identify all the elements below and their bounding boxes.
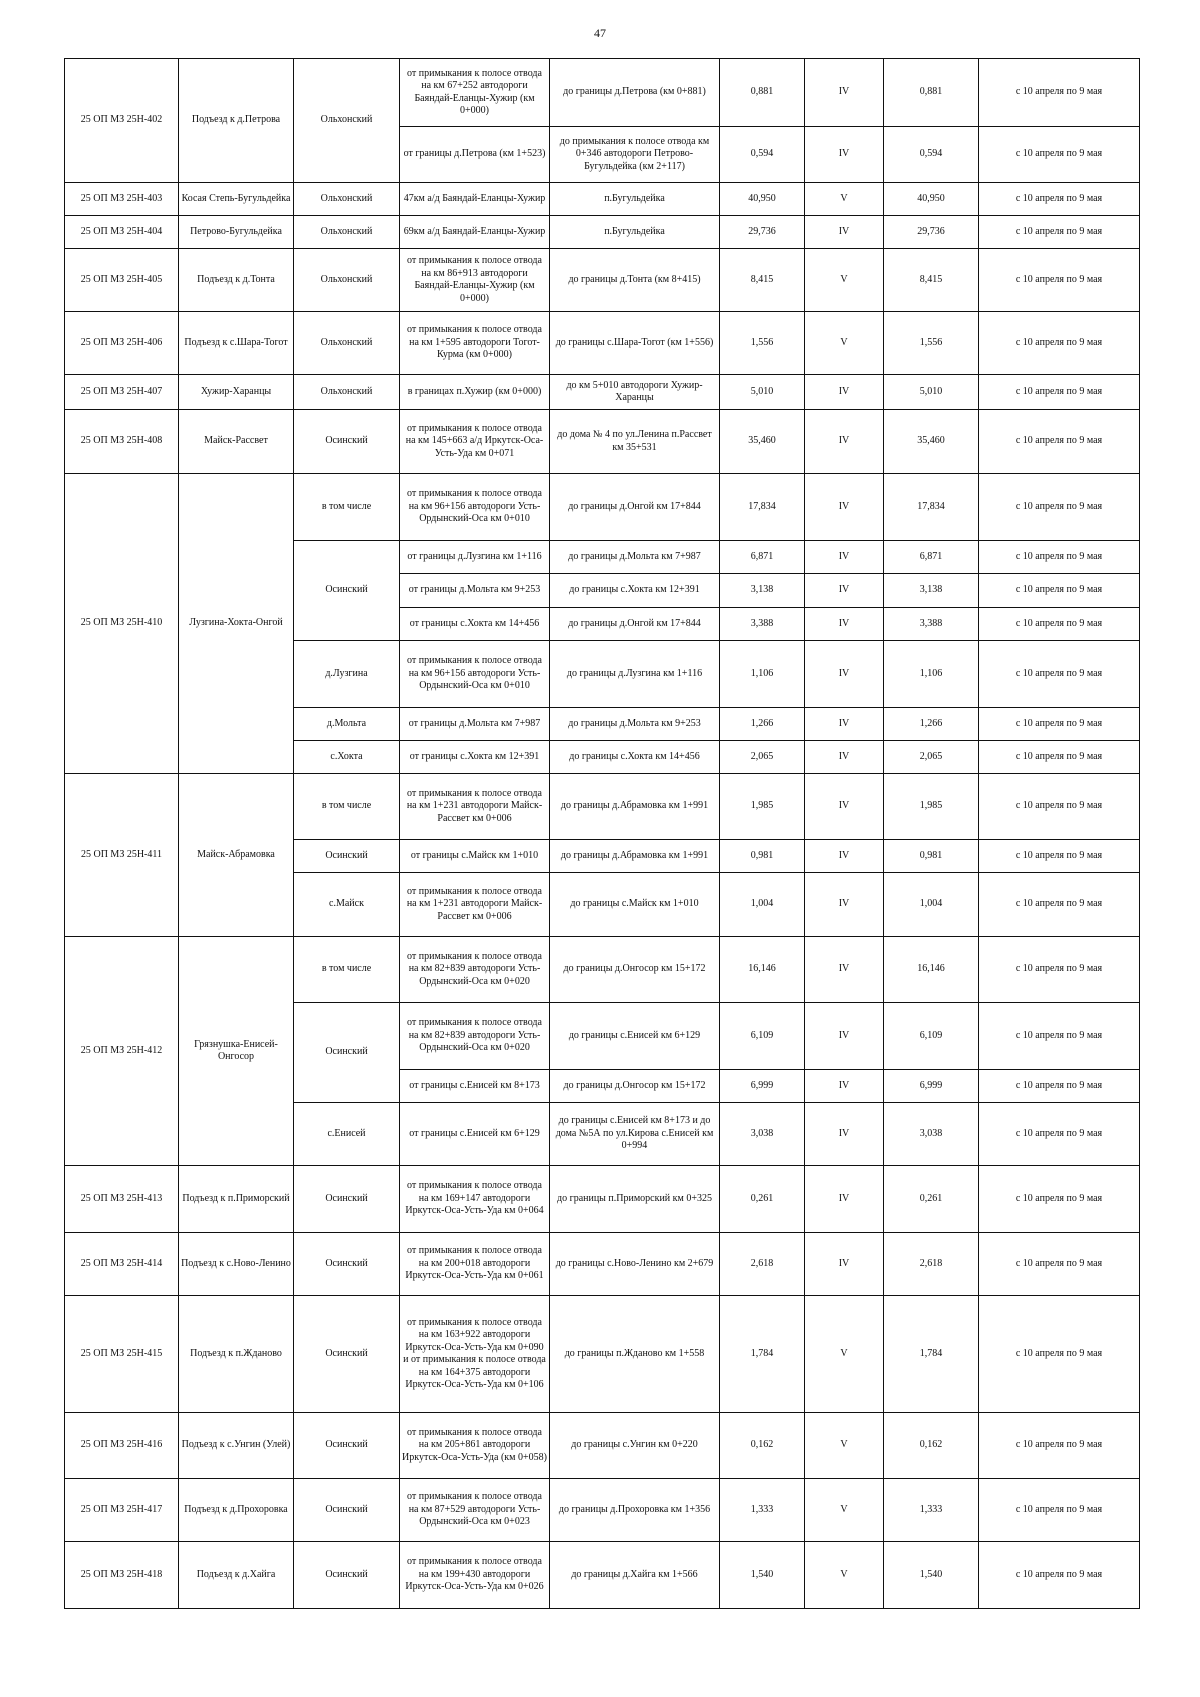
road-code: 25 ОП МЗ 25Н-404 bbox=[65, 216, 179, 249]
length-total: 17,834 bbox=[884, 474, 979, 541]
road-code: 25 ОП МЗ 25Н-412 bbox=[65, 937, 179, 1166]
table-row bbox=[65, 937, 1140, 1003]
roads-table bbox=[64, 58, 1140, 1609]
length-total: 6,109 bbox=[884, 1003, 979, 1070]
district: Осинский bbox=[294, 1296, 400, 1413]
segment-from: от примыкания к полосе отвода на км 67+252 автодороги Баяндай-Еланцы-Хужир (км 0+000) bbox=[400, 59, 550, 127]
period: с 10 апреля по 9 мая bbox=[979, 1103, 1140, 1166]
segment-from: от примыкания к полосе отвода на км 82+839 автодороги Усть-Ордынский-Оса км 0+020 bbox=[400, 1003, 550, 1070]
category: IV bbox=[805, 708, 884, 741]
length: 0,261 bbox=[720, 1166, 805, 1233]
period: с 10 апреля по 9 мая bbox=[979, 840, 1140, 873]
category: IV bbox=[805, 59, 884, 127]
category: V bbox=[805, 183, 884, 216]
segment-to: до границы д.Мольта км 7+987 bbox=[550, 541, 720, 574]
segment-to: п.Бугульдейка bbox=[550, 183, 720, 216]
length: 1,784 bbox=[720, 1296, 805, 1413]
length: 1,556 bbox=[720, 312, 805, 375]
segment-from: от примыкания к полосе отвода на км 199+430 автодороги Иркутск-Оса-Усть-Уда км 0+026 bbox=[400, 1542, 550, 1609]
segment-to: до границы с.Хокта км 14+456 bbox=[550, 741, 720, 774]
category: IV bbox=[805, 474, 884, 541]
segment-to: до границы с.Шара-Тогот (км 1+556) bbox=[550, 312, 720, 375]
period: с 10 апреля по 9 мая bbox=[979, 1413, 1140, 1479]
segment-from: от примыкания к полосе отвода на км 145+663 а/д Иркутск-Оса-Усть-Уда км 0+071 bbox=[400, 410, 550, 474]
period: с 10 апреля по 9 мая bbox=[979, 574, 1140, 608]
length: 1,266 bbox=[720, 708, 805, 741]
length: 6,109 bbox=[720, 1003, 805, 1070]
road-name: Подъезд к п.Жданово bbox=[179, 1296, 294, 1413]
length-total: 1,540 bbox=[884, 1542, 979, 1609]
segment-from: от примыкания к полосе отвода на км 200+018 автодороги Иркутск-Оса-Усть-Уда км 0+061 bbox=[400, 1233, 550, 1296]
period: с 10 апреля по 9 мая bbox=[979, 312, 1140, 375]
period: с 10 апреля по 9 мая bbox=[979, 249, 1140, 312]
length-total: 0,261 bbox=[884, 1166, 979, 1233]
length-total: 35,460 bbox=[884, 410, 979, 474]
segment-from: от границы с.Енисей км 8+173 bbox=[400, 1070, 550, 1103]
road-name: Подъезд к с.Унгин (Улей) bbox=[179, 1413, 294, 1479]
period: с 10 апреля по 9 мая bbox=[979, 59, 1140, 127]
district: Ольхонский bbox=[294, 59, 400, 183]
table-row bbox=[65, 249, 1140, 312]
district: Осинский bbox=[294, 1166, 400, 1233]
table-row bbox=[65, 1233, 1140, 1296]
road-name: Хужир-Харанцы bbox=[179, 375, 294, 410]
category: IV bbox=[805, 1003, 884, 1070]
segment-from: от примыкания к полосе отвода на км 169+147 автодороги Иркутск-Оса-Усть-Уда км 0+064 bbox=[400, 1166, 550, 1233]
category: V bbox=[805, 1413, 884, 1479]
segment-to: до границы с.Унгин км 0+220 bbox=[550, 1413, 720, 1479]
category: IV bbox=[805, 1103, 884, 1166]
page-number: 47 bbox=[594, 26, 606, 40]
period: с 10 апреля по 9 мая bbox=[979, 937, 1140, 1003]
segment-from: в границах п.Хужир (км 0+000) bbox=[400, 375, 550, 410]
category: IV bbox=[805, 741, 884, 774]
length-total: 1,106 bbox=[884, 641, 979, 708]
segment-to: до границы д.Абрамовка км 1+991 bbox=[550, 840, 720, 873]
length: 3,388 bbox=[720, 608, 805, 641]
category: V bbox=[805, 1296, 884, 1413]
length-total: 1,004 bbox=[884, 873, 979, 937]
period: с 10 апреля по 9 мая bbox=[979, 410, 1140, 474]
category: IV bbox=[805, 410, 884, 474]
road-name: Подъезд к д.Тонта bbox=[179, 249, 294, 312]
length: 0,594 bbox=[720, 127, 805, 183]
segment-from: от примыкания к полосе отвода на км 87+529 автодороги Усть-Ордынский-Оса км 0+023 bbox=[400, 1479, 550, 1542]
district: Ольхонский bbox=[294, 312, 400, 375]
length: 3,138 bbox=[720, 574, 805, 608]
district: Осинский bbox=[294, 1479, 400, 1542]
road-name: Майск-Абрамовка bbox=[179, 774, 294, 937]
table-row bbox=[65, 1296, 1140, 1413]
category: IV bbox=[805, 375, 884, 410]
period: с 10 апреля по 9 мая bbox=[979, 541, 1140, 574]
road-code: 25 ОП МЗ 25Н-417 bbox=[65, 1479, 179, 1542]
road-code: 25 ОП МЗ 25Н-403 bbox=[65, 183, 179, 216]
period: с 10 апреля по 9 мая bbox=[979, 1296, 1140, 1413]
length: 2,065 bbox=[720, 741, 805, 774]
road-code: 25 ОП МЗ 25Н-405 bbox=[65, 249, 179, 312]
length: 5,010 bbox=[720, 375, 805, 410]
length-total: 1,784 bbox=[884, 1296, 979, 1413]
length: 8,415 bbox=[720, 249, 805, 312]
category: IV bbox=[805, 1166, 884, 1233]
segment-from: от границы с.Хокта км 12+391 bbox=[400, 741, 550, 774]
category: V bbox=[805, 312, 884, 375]
segment-to: до границы с.Енисей км 6+129 bbox=[550, 1003, 720, 1070]
period: с 10 апреля по 9 мая bbox=[979, 1233, 1140, 1296]
district: Осинский bbox=[294, 1542, 400, 1609]
segment-from: от примыкания к полосе отвода на км 96+156 автодороги Усть-Ордынский-Оса км 0+010 bbox=[400, 641, 550, 708]
road-name: Майск-Рассвет bbox=[179, 410, 294, 474]
segment-from: от границы д.Петрова (км 1+523) bbox=[400, 127, 550, 183]
segment-to: до границы д.Онгосор км 15+172 bbox=[550, 937, 720, 1003]
segment-from: от примыкания к полосе отвода на км 82+839 автодороги Усть-Ордынский-Оса км 0+020 bbox=[400, 937, 550, 1003]
category: IV bbox=[805, 216, 884, 249]
length-total: 2,065 bbox=[884, 741, 979, 774]
period: с 10 апреля по 9 мая bbox=[979, 183, 1140, 216]
length: 6,871 bbox=[720, 541, 805, 574]
district: с.Майск bbox=[294, 873, 400, 937]
road-code: 25 ОП МЗ 25Н-416 bbox=[65, 1413, 179, 1479]
district: Ольхонский bbox=[294, 375, 400, 410]
length: 16,146 bbox=[720, 937, 805, 1003]
segment-to: до границы с.Хокта км 12+391 bbox=[550, 574, 720, 608]
period: с 10 апреля по 9 мая bbox=[979, 1003, 1140, 1070]
segment-from: от примыкания к полосе отвода на км 86+913 автодороги Баяндай-Еланцы-Хужир (км 0+000) bbox=[400, 249, 550, 312]
road-name: Грязнушка-Енисей-Онгосор bbox=[179, 937, 294, 1166]
category: V bbox=[805, 1542, 884, 1609]
table-row bbox=[65, 59, 1140, 127]
district: в том числе bbox=[294, 774, 400, 840]
road-name: Петрово-Бугульдейка bbox=[179, 216, 294, 249]
category: IV bbox=[805, 541, 884, 574]
road-name: Лузгина-Хокта-Онгой bbox=[179, 474, 294, 774]
period: с 10 апреля по 9 мая bbox=[979, 127, 1140, 183]
segment-to: до примыкания к полосе отвода км 0+346 автодороги Петрово-Бугульдейка (км 2+117) bbox=[550, 127, 720, 183]
period: с 10 апреля по 9 мая bbox=[979, 474, 1140, 541]
category: IV bbox=[805, 641, 884, 708]
category: IV bbox=[805, 608, 884, 641]
segment-from: от границы д.Лузгина км 1+116 bbox=[400, 541, 550, 574]
length-total: 1,556 bbox=[884, 312, 979, 375]
road-name: Подъезд к с.Ново-Ленино bbox=[179, 1233, 294, 1296]
length-total: 6,999 bbox=[884, 1070, 979, 1103]
segment-to: п.Бугульдейка bbox=[550, 216, 720, 249]
period: с 10 апреля по 9 мая bbox=[979, 216, 1140, 249]
district: в том числе bbox=[294, 474, 400, 541]
segment-from: от примыкания к полосе отвода на км 205+861 автодороги Иркутск-Оса-Усть-Уда (км 0+058) bbox=[400, 1413, 550, 1479]
segment-from: от границы с.Енисей км 6+129 bbox=[400, 1103, 550, 1166]
road-name: Подъезд к д.Прохоровка bbox=[179, 1479, 294, 1542]
table-row bbox=[65, 1166, 1140, 1233]
district: Ольхонский bbox=[294, 183, 400, 216]
length-total: 1,333 bbox=[884, 1479, 979, 1542]
length: 1,106 bbox=[720, 641, 805, 708]
segment-to: до границы с.Ново-Ленино км 2+679 bbox=[550, 1233, 720, 1296]
segment-to: до границы д.Онгой км 17+844 bbox=[550, 608, 720, 641]
length: 1,004 bbox=[720, 873, 805, 937]
segment-from: от границы д.Мольта км 7+987 bbox=[400, 708, 550, 741]
period: с 10 апреля по 9 мая bbox=[979, 1166, 1140, 1233]
length: 0,981 bbox=[720, 840, 805, 873]
period: с 10 апреля по 9 мая bbox=[979, 641, 1140, 708]
segment-to: до границы д.Абрамовка км 1+991 bbox=[550, 774, 720, 840]
length: 6,999 bbox=[720, 1070, 805, 1103]
category: IV bbox=[805, 840, 884, 873]
road-code: 25 ОП МЗ 25Н-406 bbox=[65, 312, 179, 375]
length-total: 0,981 bbox=[884, 840, 979, 873]
road-name: Подъезд к д.Хайга bbox=[179, 1542, 294, 1609]
road-code: 25 ОП МЗ 25Н-410 bbox=[65, 474, 179, 774]
segment-to: до км 5+010 автодороги Хужир-Харанцы bbox=[550, 375, 720, 410]
category: V bbox=[805, 249, 884, 312]
period: с 10 апреля по 9 мая bbox=[979, 1542, 1140, 1609]
period: с 10 апреля по 9 мая bbox=[979, 708, 1140, 741]
length-total: 0,162 bbox=[884, 1413, 979, 1479]
road-code: 25 ОП МЗ 25Н-413 bbox=[65, 1166, 179, 1233]
district: Осинский bbox=[294, 541, 400, 641]
length-total: 16,146 bbox=[884, 937, 979, 1003]
segment-to: до границы п.Жданово км 1+558 bbox=[550, 1296, 720, 1413]
length: 0,881 bbox=[720, 59, 805, 127]
length: 0,162 bbox=[720, 1413, 805, 1479]
segment-to: до границы с.Енисей км 8+173 и до дома №5А по ул.Кирова с.Енисей км 0+994 bbox=[550, 1103, 720, 1166]
road-name: Подъезд к п.Приморский bbox=[179, 1166, 294, 1233]
table-row bbox=[65, 1413, 1140, 1479]
segment-to: до границы д.Петрова (км 0+881) bbox=[550, 59, 720, 127]
segment-to: до границы п.Приморский км 0+325 bbox=[550, 1166, 720, 1233]
period: с 10 апреля по 9 мая bbox=[979, 375, 1140, 410]
district: Осинский bbox=[294, 1003, 400, 1103]
road-code: 25 ОП МЗ 25Н-402 bbox=[65, 59, 179, 183]
table-row bbox=[65, 312, 1140, 375]
category: IV bbox=[805, 774, 884, 840]
district: Осинский bbox=[294, 840, 400, 873]
table-row bbox=[65, 375, 1140, 410]
road-code: 25 ОП МЗ 25Н-408 bbox=[65, 410, 179, 474]
period: с 10 апреля по 9 мая bbox=[979, 873, 1140, 937]
segment-to: до границы д.Лузгина км 1+116 bbox=[550, 641, 720, 708]
segment-from: от примыкания к полосе отвода на км 96+156 автодороги Усть-Ордынский-Оса км 0+010 bbox=[400, 474, 550, 541]
length-total: 8,415 bbox=[884, 249, 979, 312]
segment-from: от примыкания к полосе отвода на км 163+922 автодороги Иркутск-Оса-Усть-Уда км 0+090 и от примыкания к полосе отвода на км 164+375 автодороги Иркутск-Оса-Усть-Уда км 0+106 bbox=[400, 1296, 550, 1413]
segment-to: до границы д.Онгосор км 15+172 bbox=[550, 1070, 720, 1103]
segment-from: от примыкания к полосе отвода на км 1+231 автодороги Майск-Рассвет км 0+006 bbox=[400, 873, 550, 937]
segment-to: до дома № 4 по ул.Ленина п.Рассвет км 35+531 bbox=[550, 410, 720, 474]
segment-to: до границы д.Тонта (км 8+415) bbox=[550, 249, 720, 312]
length: 3,038 bbox=[720, 1103, 805, 1166]
road-code: 25 ОП МЗ 25Н-415 bbox=[65, 1296, 179, 1413]
length-total: 3,038 bbox=[884, 1103, 979, 1166]
segment-from: 47км а/д Баяндай-Еланцы-Хужир bbox=[400, 183, 550, 216]
category: IV bbox=[805, 574, 884, 608]
length-total: 0,594 bbox=[884, 127, 979, 183]
table-row bbox=[65, 474, 1140, 541]
length-total: 2,618 bbox=[884, 1233, 979, 1296]
district: с.Енисей bbox=[294, 1103, 400, 1166]
segment-from: от границы с.Хокта км 14+456 bbox=[400, 608, 550, 641]
segment-from: от примыкания к полосе отвода на км 1+595 автодороги Тогот-Курма (км 0+000) bbox=[400, 312, 550, 375]
length: 17,834 bbox=[720, 474, 805, 541]
period: с 10 апреля по 9 мая bbox=[979, 774, 1140, 840]
district: д.Мольта bbox=[294, 708, 400, 741]
length-total: 40,950 bbox=[884, 183, 979, 216]
category: IV bbox=[805, 1070, 884, 1103]
road-code: 25 ОП МЗ 25Н-418 bbox=[65, 1542, 179, 1609]
road-name: Подъезд к д.Петрова bbox=[179, 59, 294, 183]
length: 29,736 bbox=[720, 216, 805, 249]
table-row bbox=[65, 774, 1140, 840]
length-total: 1,266 bbox=[884, 708, 979, 741]
segment-from: 69км а/д Баяндай-Еланцы-Хужир bbox=[400, 216, 550, 249]
category: IV bbox=[805, 127, 884, 183]
length-total: 5,010 bbox=[884, 375, 979, 410]
category: IV bbox=[805, 1233, 884, 1296]
length-total: 3,138 bbox=[884, 574, 979, 608]
district: Ольхонский bbox=[294, 216, 400, 249]
segment-to: до границы д.Прохоровка км 1+356 bbox=[550, 1479, 720, 1542]
road-name: Подъезд к с.Шара-Тогот bbox=[179, 312, 294, 375]
district: Осинский bbox=[294, 410, 400, 474]
period: с 10 апреля по 9 мая bbox=[979, 1479, 1140, 1542]
segment-to: до границы д.Онгой км 17+844 bbox=[550, 474, 720, 541]
district: с.Хокта bbox=[294, 741, 400, 774]
length: 1,985 bbox=[720, 774, 805, 840]
road-code: 25 ОП МЗ 25Н-414 bbox=[65, 1233, 179, 1296]
period: с 10 апреля по 9 мая bbox=[979, 1070, 1140, 1103]
district: в том числе bbox=[294, 937, 400, 1003]
period: с 10 апреля по 9 мая bbox=[979, 608, 1140, 641]
table-row bbox=[65, 216, 1140, 249]
length: 1,333 bbox=[720, 1479, 805, 1542]
category: IV bbox=[805, 937, 884, 1003]
segment-to: до границы д.Хайга км 1+566 bbox=[550, 1542, 720, 1609]
segment-from: от примыкания к полосе отвода на км 1+231 автодороги Майск-Рассвет км 0+006 bbox=[400, 774, 550, 840]
category: IV bbox=[805, 873, 884, 937]
table-row bbox=[65, 183, 1140, 216]
road-name: Косая Степь-Бугульдейка bbox=[179, 183, 294, 216]
segment-from: от границы д.Мольта км 9+253 bbox=[400, 574, 550, 608]
district: Ольхонский bbox=[294, 249, 400, 312]
road-code: 25 ОП МЗ 25Н-407 bbox=[65, 375, 179, 410]
length: 35,460 bbox=[720, 410, 805, 474]
length-total: 6,871 bbox=[884, 541, 979, 574]
length: 2,618 bbox=[720, 1233, 805, 1296]
district: д.Лузгина bbox=[294, 641, 400, 708]
segment-to: до границы д.Мольта км 9+253 bbox=[550, 708, 720, 741]
district: Осинский bbox=[294, 1413, 400, 1479]
length-total: 29,736 bbox=[884, 216, 979, 249]
length: 40,950 bbox=[720, 183, 805, 216]
length: 1,540 bbox=[720, 1542, 805, 1609]
table-row bbox=[65, 410, 1140, 474]
length-total: 0,881 bbox=[884, 59, 979, 127]
segment-from: от границы с.Майск км 1+010 bbox=[400, 840, 550, 873]
period: с 10 апреля по 9 мая bbox=[979, 741, 1140, 774]
road-code: 25 ОП МЗ 25Н-411 bbox=[65, 774, 179, 937]
table-row bbox=[65, 1479, 1140, 1542]
length-total: 3,388 bbox=[884, 608, 979, 641]
category: V bbox=[805, 1479, 884, 1542]
district: Осинский bbox=[294, 1233, 400, 1296]
table-row bbox=[65, 1542, 1140, 1609]
segment-to: до границы с.Майск км 1+010 bbox=[550, 873, 720, 937]
length-total: 1,985 bbox=[884, 774, 979, 840]
